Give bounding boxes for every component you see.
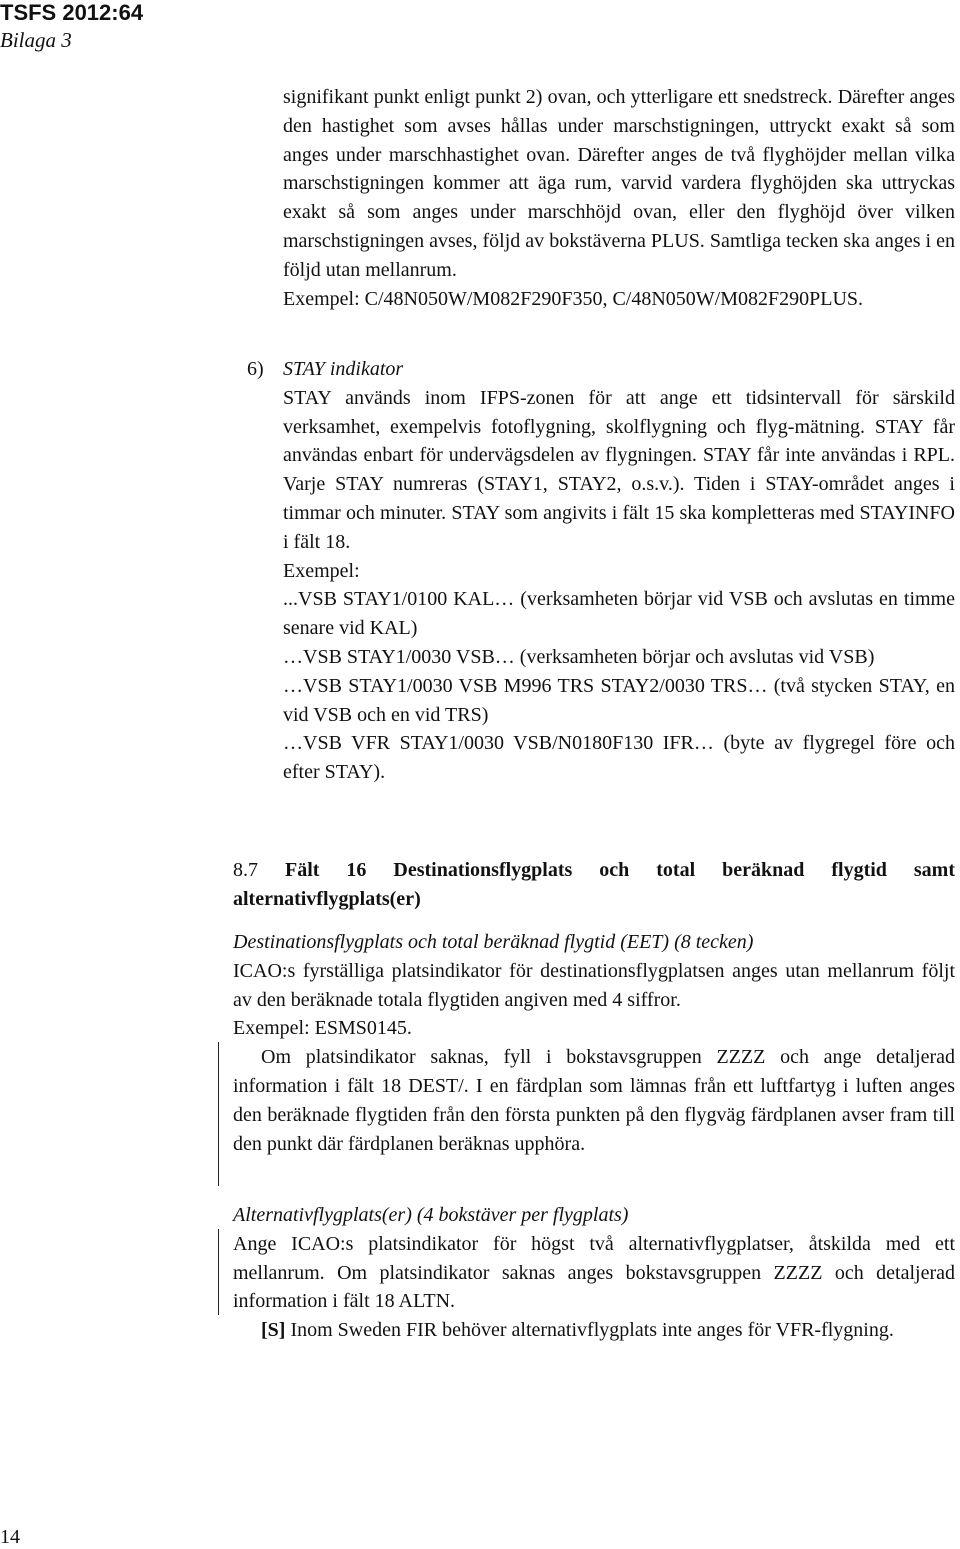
destination-subsection	[233, 928, 955, 1158]
item-6-example-label: Exempel:	[283, 559, 360, 582]
item-6-body: STAY används inom IFPS-zonen för att ange ett tidsintervall för särskild verksamhet, exempelvis fotoflygning, skolflygning och flyg-mätning. STAY får användas enbart för undervägsdelen av flygningen. STAY får inte användas i RPL. Varje STAY numreras (STAY1, STAY2, o.s.v.). Tiden i STAY-området anges i timmar och minuter. STAY som angivits i fält 15 ska kompletteras med STAYINFO i fält 18.	[283, 386, 955, 553]
alternate-subtitle: Alternativflygplats(er) (4 bokstäver per flygplats)	[233, 1204, 629, 1226]
section-title-line1: Fält 16 Destinationsflygplats och total beräknad flygtid samt	[284, 859, 955, 881]
alternate-paragraph: Ange ICAO:s platsindikator för högst två alternativflygplatser, åtskilda med ett mellanrum. Om platsindikator saknas anges bokstavsgruppen ZZZZ och detaljerad information i fält 18 ALTN.	[233, 1232, 955, 1313]
destination-example: Exempel: ESMS0145.	[233, 1017, 412, 1040]
continuation-example: Exempel: C/48N050W/M082F290F350, C/48N050W/M082F290PLUS.	[283, 287, 864, 310]
item-6-title: STAY indikator	[283, 358, 404, 380]
item-6-example-2: …VSB STAY1/0030 VSB… (verksamheten börjar och avslutas vid VSB)	[283, 645, 875, 668]
page-number: 14	[0, 1526, 20, 1548]
item-6-number: 6)	[247, 358, 264, 380]
appendix-label: Bilaga 3	[0, 28, 72, 52]
change-bar	[218, 1042, 219, 1186]
change-bar-2	[218, 1229, 219, 1315]
continuation-paragraph	[283, 83, 955, 313]
section-heading	[233, 856, 955, 885]
section-heading-line2: alternativflygplats(er)	[233, 888, 421, 910]
item-6-example-1: ...VSB STAY1/0100 KAL… (verksamheten börjar vid VSB och avslutas en timme senare vid KAL)	[283, 588, 955, 640]
item-6-block	[283, 355, 955, 787]
sweden-tag: [S]	[261, 1319, 286, 1342]
item-6-example-4: …VSB VFR STAY1/0030 VSB/N0180F130 IFR… (byte av flygregel före och efter STAY).	[283, 732, 955, 784]
document-series-title: TSFS 2012:64	[0, 0, 144, 25]
sweden-note	[233, 1316, 955, 1345]
continuation-text: signifikant punkt enligt punkt 2) ovan, och ytterligare ett snedstreck. Därefter anges den hastighet som avses hållas under marschstigningen, uttryckt exakt så som anges under marschhastighet ovan. Därefter anges de två flyghöjder mellan vilka marschstigningen kommer att äga rum, varvid vardera flyghöjden ska uttryckas exakt så som anges under marschhöjd ovan, eller den flyghöjd över vilken marschstigningen avses, följd av bokstäverna PLUS. Samtliga tecken ska anges i en följd utan mellanrum.	[283, 86, 955, 281]
alternate-subsection	[233, 1201, 955, 1345]
destination-subtitle: Destinationsflygplats och total beräknad flygtid (EET) (8 tecken)	[233, 931, 754, 953]
destination-missing-indicator-paragraph: Om platsindikator saknas, fyll i bokstavsgruppen ZZZZ och ange detaljerad information i fält 18 DEST/. I en färdplan som lämnas från ett luftfartyg i luften anges den beräknade flygtiden från den första punkten på den flygväg färdplanen avser fram till den punkt där färdplanen beräknas upphöra.	[233, 1046, 955, 1155]
section-number: 8.7	[233, 859, 258, 881]
item-6-example-3: …VSB STAY1/0030 VSB M996 TRS STAY2/0030 TRS… (två stycken STAY, en vid VSB och en vid TRS)	[283, 674, 955, 726]
destination-paragraph: ICAO:s fyrställiga platsindikator för destinationsflygplatsen anges utan mellanrum följt av den beräknade totala flygtiden angiven med 4 siffror.	[233, 959, 955, 1011]
sweden-note-text: Inom Sweden FIR behöver alternativflygplats inte anges för VFR-flygning.	[290, 1319, 894, 1342]
